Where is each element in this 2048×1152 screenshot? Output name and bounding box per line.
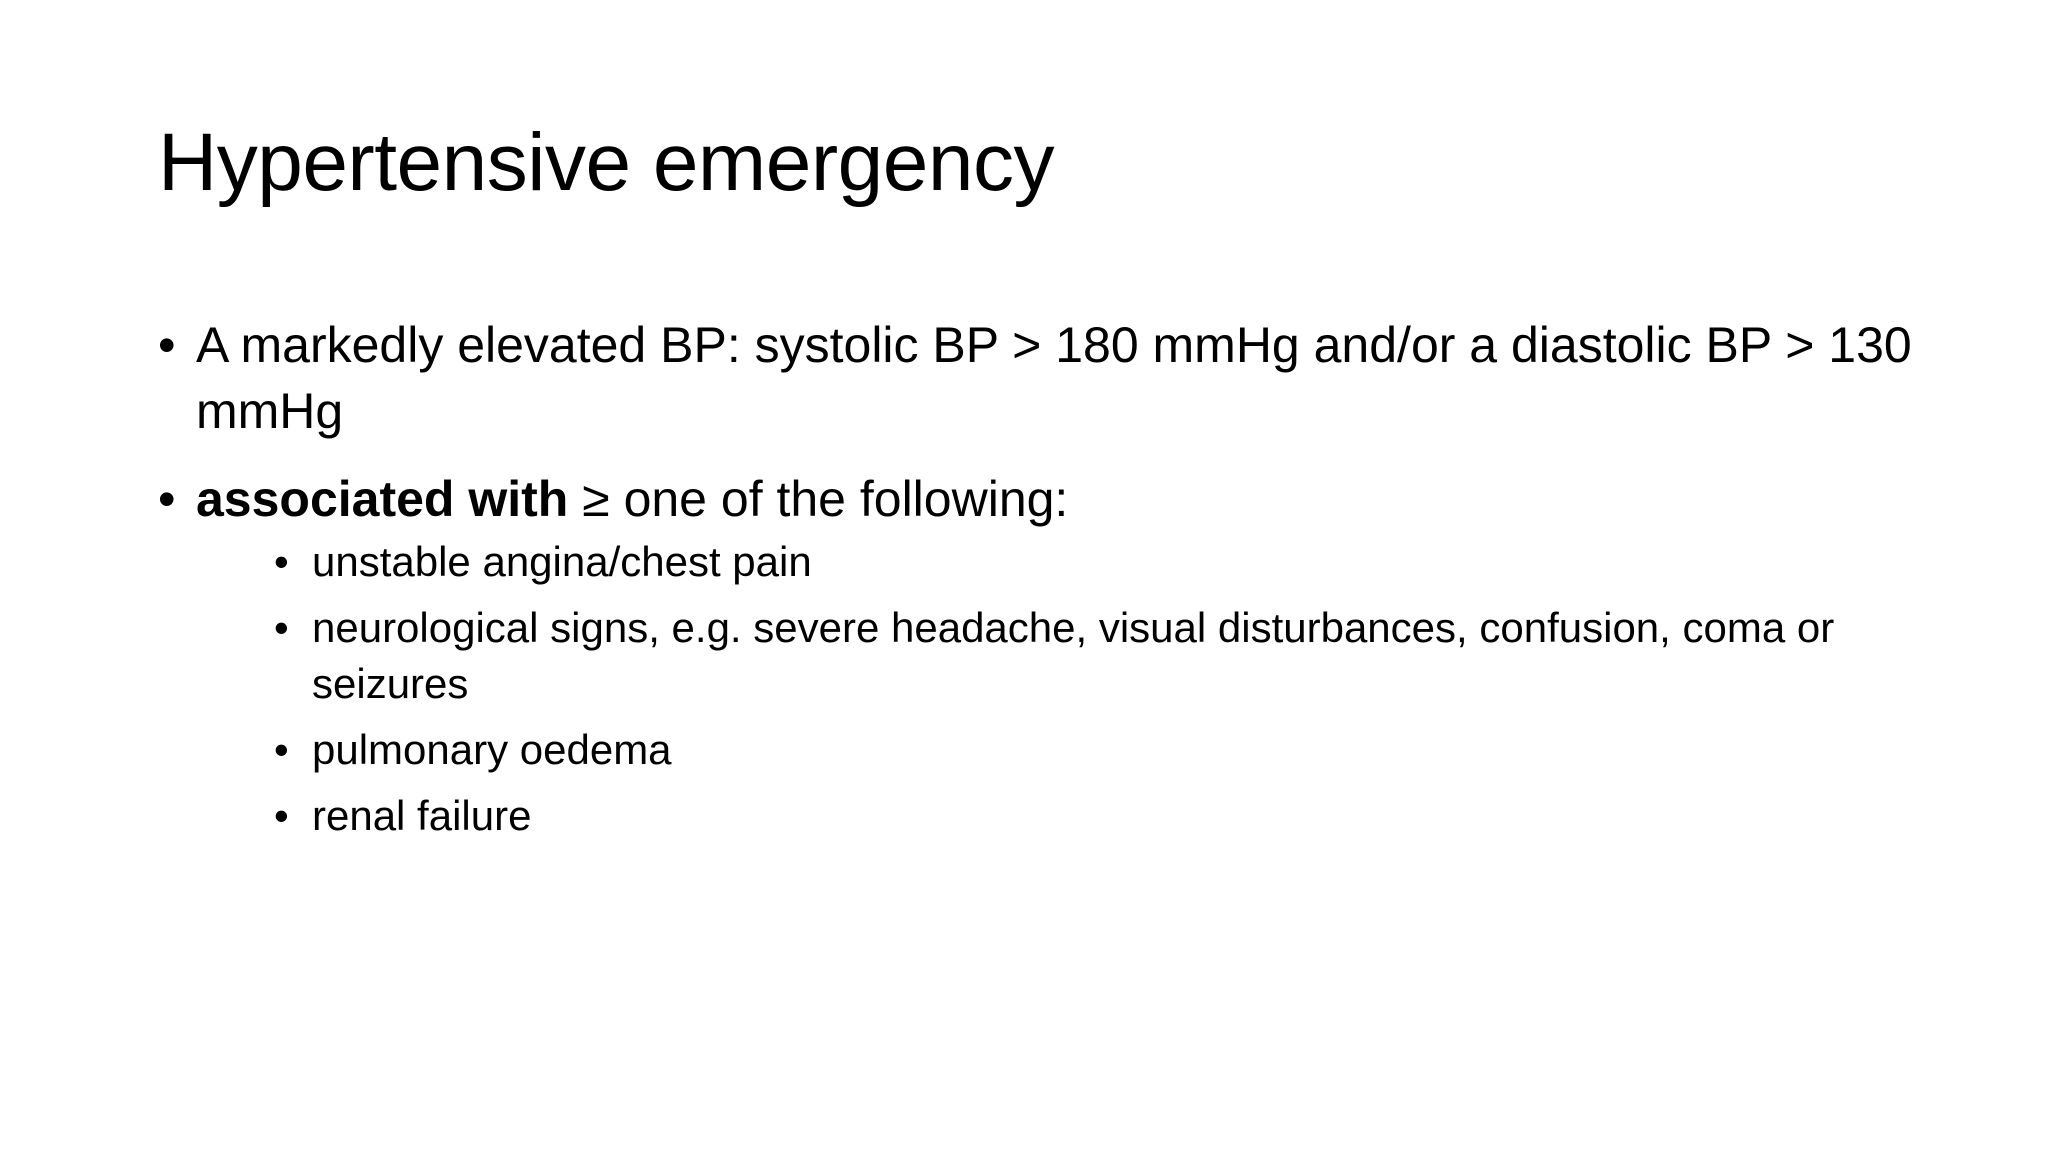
bullet-text: A markedly elevated BP: systolic BP > 180 mmHg and/or a diastolic BP > 130 mmHg [196,317,1912,439]
sub-bullet-item [274,722,1918,778]
bullet-bold-text: associated with [196,471,569,527]
bullet-item [158,312,1918,444]
sub-bullet-item [274,534,1918,590]
sub-bullet-text: renal failure [312,792,532,839]
bullet-item [158,466,1918,844]
sub-bullet-item [274,600,1918,712]
sub-bullet-item [274,788,1918,844]
sub-bullet-text: pulmonary oedema [312,726,672,773]
sub-bullet-text: unstable angina/chest pain [312,538,812,585]
slide-title: Hypertensive emergency [158,117,1054,208]
slide-content [158,312,1918,866]
bullet-text: ≥ one of the following: [568,471,1069,527]
sub-bullet-list [196,534,1918,844]
sub-bullet-text: neurological signs, e.g. severe headache, visual disturbances, confusion, coma or seizures [312,604,1835,707]
